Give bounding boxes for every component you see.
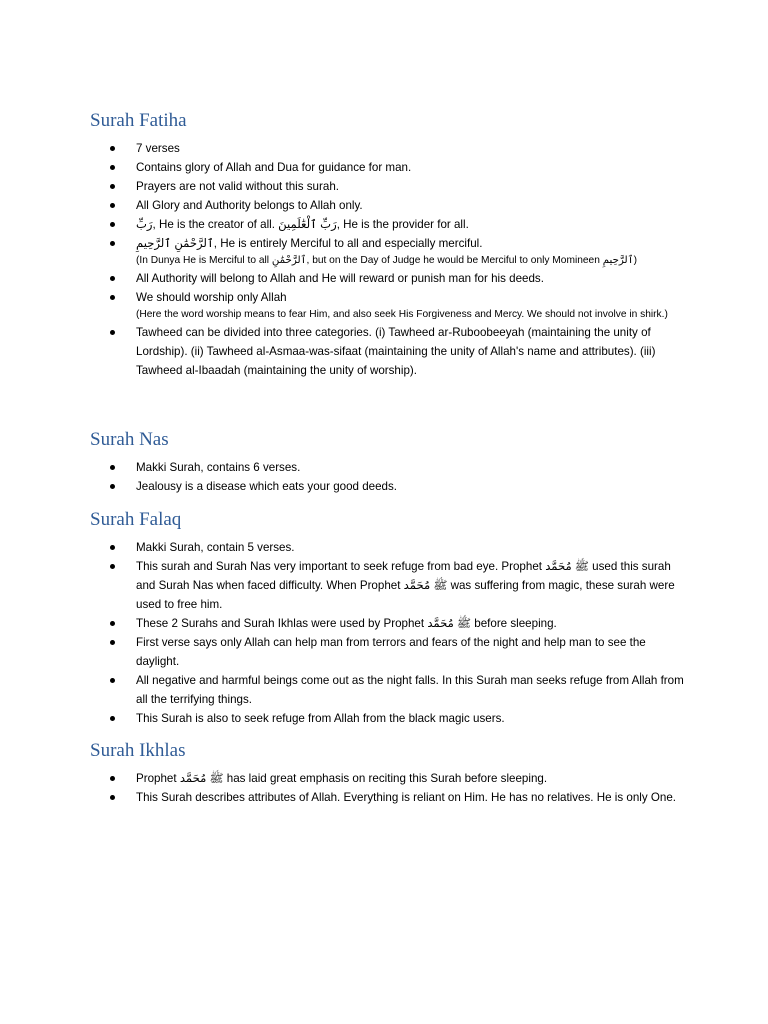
bullet-list [90,458,690,496]
bullet-icon [110,640,115,645]
list-item-text: Tawheed can be divided into three categories. (i) Tawheed ar-Ruboobeeyah (maintaining the unity of Lordship). (ii) Tawheed al-Asmaa-was-sifaat (maintaining the unity of Allah's name and attributes). (iii) Tawheed al-Ibaadah (maintaining the unity of worship). [136,326,656,377]
list-item-text: 7 verses [136,142,180,155]
list-item [90,323,690,380]
bullet-icon [110,621,115,626]
list-item-text: Prayers are not valid without this surah. [136,180,339,193]
bullet-icon [110,465,115,470]
list-item-text: We should worship only Allah [136,291,287,304]
bullet-icon [110,484,115,489]
bullet-list [90,139,690,380]
list-item [90,177,690,196]
section-surah-nas [90,429,690,496]
list-item [90,234,690,269]
section-surah-fatiha [90,110,690,380]
list-item [90,196,690,215]
bullet-icon [110,776,115,781]
bullet-icon [110,295,115,300]
section-heading: Surah Ikhlas [90,740,186,761]
list-item-text: All negative and harmful beings come out as the night falls. In this Surah man seeks refuge from Allah from all the terrifying things. [136,674,684,706]
bullet-icon [110,184,115,189]
bullet-icon [110,276,115,281]
list-item [90,215,690,234]
list-item-text: ٱلرَّحْمَٰنِ ٱلرَّحِيمِ, He is entirely Merciful to all and especially merciful. [136,237,483,250]
list-item [90,288,690,323]
bullet-icon [110,203,115,208]
list-item [90,633,690,671]
section-heading: Surah Nas [90,429,169,450]
list-item [90,709,690,728]
list-item-text: This surah and Surah Nas very important to seek refuge from bad eye. Prophet ﷺ مُحَمَّد used this surah and Surah Nas when faced difficulty. When Prophet ﷺ مُحَمَّد was suffering from magic, these surah were used to free him. [136,560,675,611]
list-item-text: Makki Surah, contains 6 verses. [136,461,301,474]
list-item [90,769,690,788]
list-item-text: Contains glory of Allah and Dua for guidance for man. [136,161,412,174]
list-item-text: رَبِّ, He is the creator of all. رَبِّ ٱلْعَٰلَمِينَ, He is the provider for all. [136,218,469,231]
list-item [90,788,690,807]
list-item [90,614,690,633]
bullet-icon [110,545,115,550]
list-item-text: Prophet ﷺ مُحَمَّد has laid great emphasis on reciting this Surah before sleeping. [136,772,548,785]
list-item-text: First verse says only Allah can help man from terrors and fears of the night and help man to see the daylight. [136,636,646,668]
list-item-text: These 2 Surahs and Surah Ikhlas were used by Prophet ﷺ مُحَمَّد before sleeping. [136,617,557,630]
list-item-text: This Surah is also to seek refuge from Allah from the black magic users. [136,712,505,725]
list-item-note: (Here the word worship means to fear Him, and also seek His Forgiveness and Mercy. We should not involve in shirk.) [136,309,668,320]
list-item [90,158,690,177]
bullet-list [90,538,690,728]
bullet-icon [110,222,115,227]
bullet-icon [110,795,115,800]
bullet-icon [110,330,115,335]
section-heading: Surah Falaq [90,509,182,530]
list-item-text: Makki Surah, contain 5 verses. [136,541,295,554]
list-item-text: All Glory and Authority belongs to Allah only. [136,199,363,212]
section-surah-falaq [90,509,690,728]
bullet-icon [110,678,115,683]
section-heading: Surah Fatiha [90,110,187,131]
list-item-note: (In Dunya He is Merciful to all ٱلرَّحْمَٰنِ, but on the Day of Judge he would be Merciful to only Momineen ٱلرَّحِيمِ) [136,255,637,266]
section-surah-ikhlas [90,740,690,807]
bullet-icon [110,241,115,246]
list-item [90,557,690,614]
list-item [90,139,690,158]
list-item [90,538,690,557]
list-item-text: This Surah describes attributes of Allah. Everything is reliant on Him. He has no relatives. He is only One. [136,791,677,804]
bullet-list [90,769,690,807]
list-item [90,671,690,709]
bullet-icon [110,146,115,151]
list-item [90,458,690,477]
list-item [90,269,690,288]
bullet-icon [110,716,115,721]
bullet-icon [110,165,115,170]
list-item-text: All Authority will belong to Allah and He will reward or punish man for his deeds. [136,272,544,285]
list-item-text: Jealousy is a disease which eats your good deeds. [136,480,398,493]
list-item [90,477,690,496]
bullet-icon [110,564,115,569]
